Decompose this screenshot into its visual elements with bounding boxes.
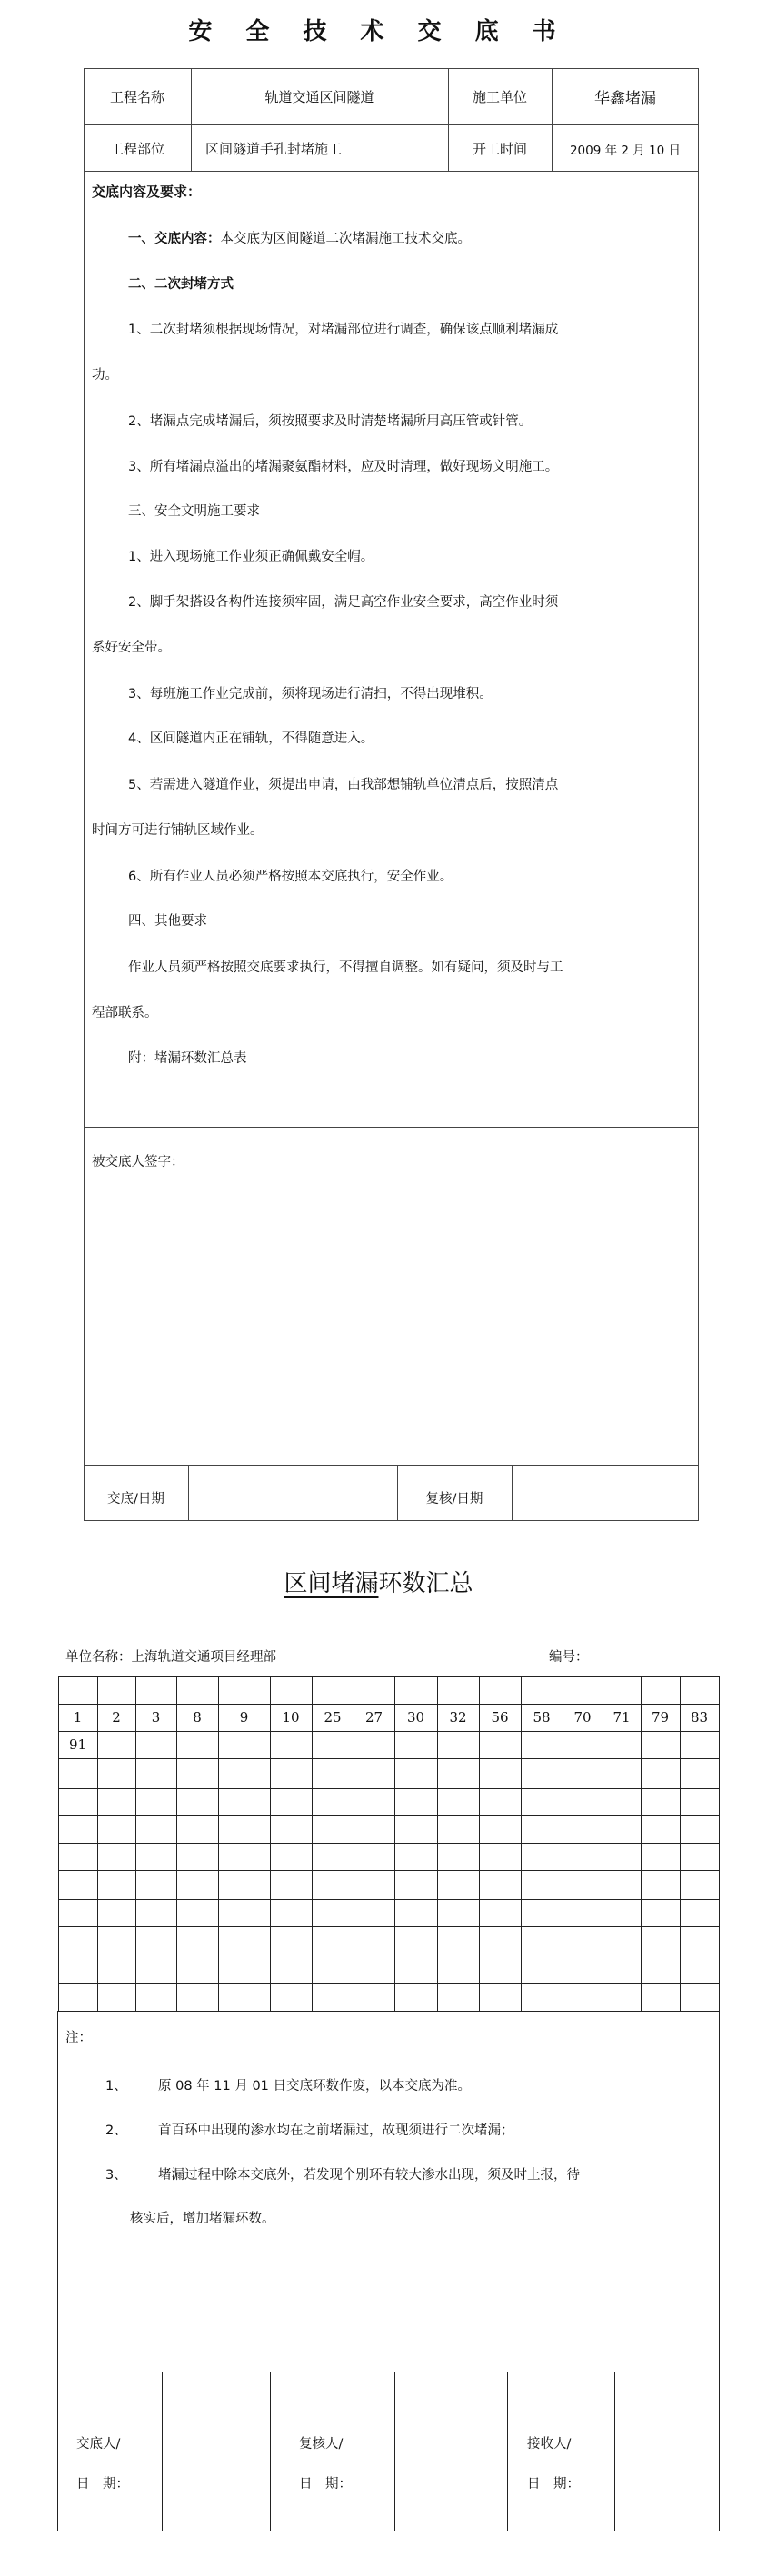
- grid-cell[interactable]: 30: [406, 1709, 425, 1726]
- label-briefing-date: 交底/日期: [107, 1492, 164, 1507]
- grid-cell[interactable]: 91: [68, 1736, 87, 1753]
- grid-cell[interactable]: [641, 1794, 680, 1815]
- grid-cell[interactable]: [680, 1736, 719, 1758]
- grid-cell[interactable]: [641, 1821, 680, 1843]
- receiver-signature-field[interactable]: [616, 2373, 719, 2530]
- grid-cell[interactable]: [394, 1682, 437, 1704]
- divider: [84, 1127, 699, 1128]
- grid-cell[interactable]: 71: [613, 1709, 631, 1726]
- grid-cell[interactable]: [176, 1988, 218, 2011]
- grid-cell[interactable]: [603, 1875, 641, 1899]
- grid-cell[interactable]: [218, 1682, 270, 1704]
- grid-cell[interactable]: [563, 1682, 603, 1704]
- grid-divider: [58, 1731, 719, 1732]
- section-2-item-1-cont: 功。: [92, 368, 118, 383]
- grid-cell[interactable]: [176, 1736, 218, 1758]
- section-2-item-2: 2、堵漏点完成堵漏后，须按照要求及时清楚堵漏所用高压管或针管。: [128, 414, 533, 429]
- note-3-text: 堵漏过程中除本交底外，若发现个别环有较大渗水出现，须及时上报，待: [158, 2168, 580, 2183]
- grid-cell[interactable]: [521, 1848, 563, 1870]
- grid-cell[interactable]: [437, 1821, 479, 1843]
- divider: [270, 2372, 271, 2531]
- section-2-heading: 二、二次封堵方式: [128, 277, 234, 292]
- grid-cell[interactable]: 83: [690, 1709, 709, 1726]
- grid-cell[interactable]: [563, 1736, 603, 1758]
- section-4-heading: 四、其他要求: [128, 914, 207, 929]
- grid-cell[interactable]: 79: [651, 1709, 670, 1726]
- grid-cell[interactable]: [354, 1959, 394, 1983]
- grid-cell[interactable]: [354, 1821, 394, 1843]
- grid-cell[interactable]: [312, 1959, 354, 1983]
- grid-cell[interactable]: [135, 1959, 176, 1983]
- grid-cell[interactable]: [270, 1736, 312, 1758]
- grid-cell[interactable]: [270, 1848, 312, 1870]
- divider: [162, 2372, 163, 2531]
- doc2-title-rest: 环数汇总: [378, 1570, 473, 1597]
- grid-cell[interactable]: [135, 1682, 176, 1704]
- grid-cell[interactable]: [312, 1794, 354, 1815]
- grid-cell[interactable]: [680, 1682, 719, 1704]
- grid-cell[interactable]: [218, 1794, 270, 1815]
- divider: [84, 124, 699, 125]
- grid-cell[interactable]: [603, 1932, 641, 1954]
- receiver-role-label: 接收人/: [527, 2437, 572, 2452]
- note-3-num: 3、: [105, 2168, 127, 2183]
- grid-cell[interactable]: [521, 1682, 563, 1704]
- grid-divider: [58, 1704, 719, 1705]
- grid-cell[interactable]: [437, 1682, 479, 1704]
- grid-cell[interactable]: [641, 1988, 680, 2011]
- grid-cell[interactable]: [135, 1905, 176, 1926]
- doc2-title-underlined: 区间堵漏: [284, 1570, 379, 1597]
- briefer-date-label: 日 期：: [76, 2477, 129, 2491]
- grid-cell[interactable]: [479, 1764, 521, 1788]
- grid-cell[interactable]: [394, 1848, 437, 1870]
- divider: [84, 171, 699, 172]
- note-2-text: 首百环中出现的渗水均在之前堵漏过，故现须进行二次堵漏；: [158, 2123, 514, 2138]
- grid-divider: [58, 1815, 719, 1816]
- grid-cell[interactable]: [394, 1764, 437, 1788]
- content-heading: 交底内容及要求：: [92, 184, 202, 200]
- section-1-label: 一、交底内容：: [128, 232, 221, 246]
- grid-cell[interactable]: [176, 1848, 218, 1870]
- grid-divider: [58, 1899, 719, 1900]
- grid-cell[interactable]: [97, 1821, 135, 1843]
- grid-cell[interactable]: 27: [364, 1709, 383, 1726]
- value-project-part: 区间隧道手孔封堵施工: [205, 141, 343, 157]
- divider: [614, 2372, 615, 2531]
- grid-cell[interactable]: [97, 1794, 135, 1815]
- grid-cell[interactable]: [394, 1736, 437, 1758]
- grid-cell[interactable]: [437, 1988, 479, 2011]
- grid-divider: [719, 1676, 720, 2011]
- section-3-item-3: 3、每班施工作业完成前，须将现场进行清扫，不得出现堆积。: [128, 687, 493, 701]
- attachment-note: 附：堵漏环数汇总表: [128, 1051, 247, 1066]
- grid-cell[interactable]: 1: [73, 1709, 83, 1726]
- grid-cell[interactable]: [176, 1764, 218, 1788]
- grid-cell[interactable]: [354, 1932, 394, 1954]
- grid-cell[interactable]: 8: [193, 1709, 202, 1726]
- grid-cell[interactable]: [176, 1821, 218, 1843]
- grid-cell[interactable]: [58, 1682, 97, 1704]
- grid-divider: [58, 1676, 719, 1677]
- grid-cell[interactable]: [176, 1682, 218, 1704]
- note-2-num: 2、: [105, 2123, 127, 2138]
- grid-cell[interactable]: [437, 1959, 479, 1983]
- grid-cell[interactable]: [218, 1821, 270, 1843]
- label-contractor: 施工单位: [472, 89, 527, 105]
- grid-cell[interactable]: [641, 1682, 680, 1704]
- grid-cell[interactable]: [479, 1821, 521, 1843]
- note-1-text: 原 08 年 11 月 01 日交底环数作废，以本交底为准。: [158, 2079, 472, 2094]
- grid-cell[interactable]: [97, 1905, 135, 1926]
- grid-cell[interactable]: [437, 1736, 479, 1758]
- grid-cell[interactable]: [354, 1764, 394, 1788]
- grid-cell[interactable]: [437, 1932, 479, 1954]
- grid-cell[interactable]: [312, 1932, 354, 1954]
- review-date-field[interactable]: [513, 1467, 697, 1519]
- grid-cell[interactable]: [603, 1682, 641, 1704]
- grid-cell[interactable]: [680, 1794, 719, 1815]
- grid-cell[interactable]: [563, 1959, 603, 1983]
- grid-cell[interactable]: [603, 1764, 641, 1788]
- grid-cell[interactable]: [58, 1794, 97, 1815]
- grid-cell[interactable]: [394, 1794, 437, 1815]
- grid-cell[interactable]: [394, 1988, 437, 2011]
- grid-cell[interactable]: [521, 1959, 563, 1983]
- grid-cell[interactable]: [641, 1736, 680, 1758]
- grid-cell[interactable]: [270, 1932, 312, 1954]
- section-1: [128, 230, 471, 248]
- grid-cell[interactable]: [479, 1794, 521, 1815]
- grid-cell[interactable]: [354, 1875, 394, 1899]
- divider: [512, 1465, 513, 1521]
- label-project-part: 工程部位: [109, 141, 164, 157]
- briefer-role-label: 交底人/: [76, 2437, 121, 2452]
- recipient-signature-label: 被交底人签字：: [92, 1155, 184, 1169]
- grid-cell[interactable]: [394, 1932, 437, 1954]
- grid-cell[interactable]: [680, 1905, 719, 1926]
- grid-cell[interactable]: [270, 1682, 312, 1704]
- grid-cell[interactable]: [354, 1794, 394, 1815]
- grid-cell[interactable]: [97, 1848, 135, 1870]
- grid-divider: [58, 1843, 719, 1844]
- reviewer-signature-field[interactable]: [396, 2373, 506, 2530]
- label-start-date: 开工时间: [472, 141, 527, 157]
- grid-cell[interactable]: [603, 1988, 641, 2011]
- grid-cell[interactable]: [437, 1794, 479, 1815]
- value-contractor: 华鑫堵漏: [594, 90, 656, 108]
- grid-cell[interactable]: [312, 1821, 354, 1843]
- grid-cell[interactable]: [521, 1905, 563, 1926]
- grid-cell[interactable]: [135, 1848, 176, 1870]
- grid-cell[interactable]: [218, 1736, 270, 1758]
- grid-cell[interactable]: [603, 1905, 641, 1926]
- divider: [84, 1465, 699, 1466]
- grid-cell[interactable]: 56: [491, 1709, 509, 1726]
- grid-cell[interactable]: [563, 1988, 603, 2011]
- grid-cell[interactable]: [58, 1959, 97, 1983]
- grid-cell[interactable]: [270, 1875, 312, 1899]
- grid-divider: [58, 1758, 719, 1759]
- grid-cell[interactable]: [521, 1875, 563, 1899]
- grid-cell[interactable]: [176, 1875, 218, 1899]
- grid-cell[interactable]: [641, 1905, 680, 1926]
- unit-name-label: 单位名称：上海轨道交通项目经理部: [65, 1650, 276, 1665]
- grid-divider: [58, 1983, 719, 1984]
- grid-cell[interactable]: [521, 1764, 563, 1788]
- divider: [191, 68, 192, 171]
- grid-cell[interactable]: [354, 1848, 394, 1870]
- section-2-item-3: 3、所有堵漏点溢出的堵漏聚氨酯材料，应及时清理，做好现场文明施工。: [128, 460, 559, 474]
- grid-cell[interactable]: [270, 1794, 312, 1815]
- grid-cell[interactable]: [312, 1905, 354, 1926]
- grid-cell[interactable]: [603, 1848, 641, 1870]
- grid-cell[interactable]: [97, 1988, 135, 2011]
- grid-cell[interactable]: [312, 1736, 354, 1758]
- grid-divider: [58, 1926, 719, 1927]
- grid-cell[interactable]: [97, 1764, 135, 1788]
- grid-cell[interactable]: [479, 1932, 521, 1954]
- grid-cell[interactable]: [97, 1959, 135, 1983]
- grid-cell[interactable]: [603, 1959, 641, 1983]
- grid-cell[interactable]: [563, 1932, 603, 1954]
- grid-cell[interactable]: [270, 1764, 312, 1788]
- section-3-item-4: 4、区间隧道内正在铺轨，不得随意进入。: [128, 731, 374, 746]
- grid-cell[interactable]: [521, 1794, 563, 1815]
- grid-cell[interactable]: [312, 1848, 354, 1870]
- grid-cell[interactable]: [521, 1821, 563, 1843]
- section-1-text: 本交底为区间隧道二次堵漏施工技术交底。: [220, 232, 471, 246]
- section-3-item-2-cont: 系好安全带。: [92, 641, 171, 655]
- grid-cell[interactable]: [680, 1959, 719, 1983]
- section-3-item-5-cont: 时间方可进行铺轨区域作业。: [92, 823, 264, 838]
- grid-cell[interactable]: [680, 1988, 719, 2011]
- grid-cell[interactable]: [218, 1988, 270, 2011]
- grid-cell[interactable]: [563, 1764, 603, 1788]
- grid-cell[interactable]: 3: [151, 1709, 161, 1726]
- grid-cell[interactable]: [603, 1821, 641, 1843]
- grid-cell[interactable]: [641, 1764, 680, 1788]
- grid-cell[interactable]: [563, 1794, 603, 1815]
- label-review-date: 复核/日期: [425, 1492, 483, 1507]
- grid-cell[interactable]: [563, 1905, 603, 1926]
- grid-cell[interactable]: [603, 1794, 641, 1815]
- grid-cell[interactable]: [479, 1959, 521, 1983]
- grid-cell[interactable]: 2: [112, 1709, 121, 1726]
- grid-cell[interactable]: 10: [282, 1709, 300, 1726]
- grid-cell[interactable]: [603, 1736, 641, 1758]
- grid-cell[interactable]: [135, 1736, 176, 1758]
- value-start-date: 2009 年 2 月 10 日: [569, 144, 682, 158]
- doc1-title: 安 全 技 术 交 底 书: [188, 18, 569, 45]
- receiver-date-label: 日 期：: [527, 2477, 580, 2491]
- grid-cell[interactable]: [270, 1905, 312, 1926]
- grid-cell[interactable]: [563, 1821, 603, 1843]
- grid-cell[interactable]: [218, 1848, 270, 1870]
- grid-cell[interactable]: [218, 1905, 270, 1926]
- section-2-item-1: 1、二次封堵须根据现场情况，对堵漏部位进行调查，确保该点顺利堵漏成: [128, 323, 559, 337]
- divider: [507, 2372, 508, 2531]
- grid-cell[interactable]: [176, 1959, 218, 1983]
- grid-cell[interactable]: [176, 1905, 218, 1926]
- grid-cell[interactable]: [58, 1988, 97, 2011]
- grid-cell[interactable]: [135, 1875, 176, 1899]
- grid-cell[interactable]: [58, 1932, 97, 1954]
- divider: [188, 1465, 189, 1521]
- grid-cell[interactable]: [680, 1932, 719, 1954]
- grid-cell[interactable]: [437, 1875, 479, 1899]
- label-project-name: 工程名称: [109, 89, 164, 105]
- grid-cell[interactable]: [641, 1875, 680, 1899]
- grid-cell[interactable]: [58, 1905, 97, 1926]
- grid-divider: [58, 1870, 719, 1871]
- grid-cell[interactable]: [97, 1682, 135, 1704]
- grid-cell[interactable]: [563, 1848, 603, 1870]
- grid-cell[interactable]: [135, 1988, 176, 2011]
- grid-cell[interactable]: [479, 1682, 521, 1704]
- grid-cell[interactable]: [521, 1988, 563, 2011]
- grid-cell[interactable]: [437, 1764, 479, 1788]
- grid-cell[interactable]: [270, 1988, 312, 2011]
- grid-cell[interactable]: [479, 1875, 521, 1899]
- grid-cell[interactable]: [312, 1988, 354, 2011]
- grid-cell[interactable]: [680, 1764, 719, 1788]
- grid-cell[interactable]: [135, 1794, 176, 1815]
- doc2-title: [0, 1565, 757, 1598]
- note-3-cont: 核实后，增加堵漏环数。: [130, 2212, 275, 2226]
- grid-cell[interactable]: [437, 1848, 479, 1870]
- grid-cell[interactable]: [354, 1905, 394, 1926]
- grid-cell[interactable]: [680, 1875, 719, 1899]
- grid-cell[interactable]: [135, 1821, 176, 1843]
- grid-cell[interactable]: [479, 1848, 521, 1870]
- grid-cell[interactable]: [270, 1821, 312, 1843]
- grid-cell[interactable]: [641, 1932, 680, 1954]
- grid-cell[interactable]: [270, 1959, 312, 1983]
- section-3-item-2: 2、脚手架搭设各构件连接须牢固，满足高空作业安全要求，高空作业时须: [128, 595, 559, 610]
- grid-cell[interactable]: 70: [573, 1709, 592, 1726]
- recipient-signature-field[interactable]: [87, 1181, 694, 1454]
- grid-cell[interactable]: [312, 1875, 354, 1899]
- grid-cell[interactable]: [312, 1682, 354, 1704]
- grid-cell[interactable]: [354, 1988, 394, 2011]
- grid-cell[interactable]: [521, 1932, 563, 1954]
- grid-cell[interactable]: 58: [533, 1709, 551, 1726]
- grid-cell[interactable]: [58, 1875, 97, 1899]
- grid-cell[interactable]: [479, 1736, 521, 1758]
- grid-cell[interactable]: [135, 1764, 176, 1788]
- grid-cell[interactable]: [58, 1821, 97, 1843]
- section-3-item-6: 6、所有作业人员必须严格按照本交底执行，安全作业。: [128, 870, 453, 884]
- grid-divider: [58, 1788, 719, 1789]
- section-3-heading: 三、安全文明施工要求: [128, 504, 260, 519]
- grid-cell[interactable]: [521, 1736, 563, 1758]
- value-project-name: 轨道交通区间隧道: [264, 89, 374, 105]
- grid-cell[interactable]: 32: [449, 1709, 467, 1726]
- grid-cell[interactable]: [218, 1932, 270, 1954]
- grid-cell[interactable]: [479, 1905, 521, 1926]
- note-1-num: 1、: [105, 2079, 127, 2094]
- divider: [394, 2372, 395, 2531]
- grid-cell[interactable]: 25: [324, 1709, 342, 1726]
- grid-cell[interactable]: [354, 1736, 394, 1758]
- grid-cell[interactable]: [135, 1932, 176, 1954]
- grid-cell[interactable]: [218, 1764, 270, 1788]
- grid-cell[interactable]: [97, 1736, 135, 1758]
- grid-cell[interactable]: [312, 1764, 354, 1788]
- section-4-text: 作业人员须严格按照交底要求执行，不得擅自调整。如有疑问，须及时与工: [128, 960, 563, 975]
- grid-cell[interactable]: [394, 1905, 437, 1926]
- grid-cell[interactable]: [218, 1959, 270, 1983]
- grid-cell[interactable]: [58, 1848, 97, 1870]
- grid-cell[interactable]: [680, 1821, 719, 1843]
- notes-heading: 注：: [65, 2031, 92, 2045]
- reviewer-role-label: 复核人/: [299, 2437, 344, 2452]
- grid-cell[interactable]: [176, 1932, 218, 1954]
- section-4-text-cont: 程部联系。: [92, 1006, 158, 1020]
- reviewer-date-label: 日 期：: [299, 2477, 352, 2491]
- section-3-item-1: 1、进入现场施工作业须正确佩戴安全帽。: [128, 550, 374, 564]
- grid-cell[interactable]: [97, 1875, 135, 1899]
- grid-cell[interactable]: [97, 1932, 135, 1954]
- grid-cell[interactable]: [218, 1875, 270, 1899]
- grid-cell[interactable]: [641, 1848, 680, 1870]
- grid-cell[interactable]: [394, 1959, 437, 1983]
- briefer-signature-field[interactable]: [164, 2373, 269, 2530]
- grid-cell[interactable]: [394, 1875, 437, 1899]
- grid-cell[interactable]: [354, 1682, 394, 1704]
- briefing-date-field[interactable]: [190, 1467, 396, 1519]
- grid-cell[interactable]: [394, 1821, 437, 1843]
- grid-cell[interactable]: [641, 1959, 680, 1983]
- grid-cell[interactable]: [176, 1794, 218, 1815]
- grid-cell[interactable]: [58, 1764, 97, 1788]
- grid-cell[interactable]: [680, 1848, 719, 1870]
- grid-cell[interactable]: [479, 1988, 521, 2011]
- grid-cell[interactable]: [437, 1905, 479, 1926]
- section-3-item-5: 5、若需进入隧道作业，须提出申请，由我部想铺轨单位清点后，按照清点: [128, 778, 559, 792]
- grid-cell[interactable]: 9: [239, 1709, 249, 1726]
- document-number-label: 编号：: [549, 1650, 589, 1665]
- grid-cell[interactable]: [563, 1875, 603, 1899]
